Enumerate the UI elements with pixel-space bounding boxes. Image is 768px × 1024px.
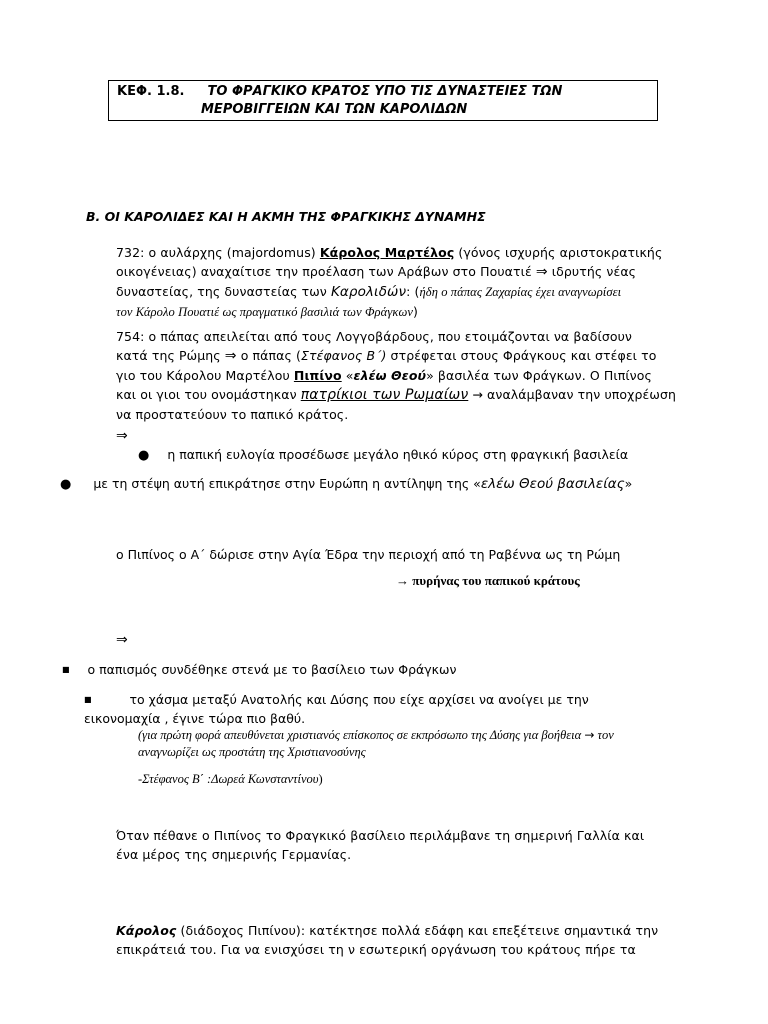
death-line1: Όταν πέθανε ο Πιπίνος το Φραγκικό βασίλειο περιλάμβανε τη σημερινή Γαλλία και [116, 828, 645, 843]
bullet-papacy-text: ο παπισμός συνδέθηκε στενά με το βασίλειο των Φράγκων [87, 662, 457, 677]
p732-line3c: : ( [406, 284, 420, 299]
implies-arrow-icon: ⇒ [116, 428, 128, 444]
p754-line3e: » βασιλέα των Φράγκων. Ο Πιπίνος [426, 368, 652, 383]
bullet-rift [84, 690, 652, 728]
bullet-europe [60, 476, 632, 492]
p732-line3a: δυναστείας, της δυναστείας των [116, 284, 331, 299]
stefanos-b: Στέφανος Β΄) [300, 348, 387, 363]
karolos-martelos: Κάρολος Μαρτέλος [319, 245, 455, 260]
p754-line4c: → αναλάμβαναν την υποχρέωση [468, 387, 676, 402]
p754-line3a: γιο του Κάρολου Μαρτέλου [116, 368, 294, 383]
p754-line2b: ο πάπας ( [236, 348, 301, 363]
bullet-icon: ● [138, 448, 150, 463]
paragraph-karolos [116, 921, 659, 959]
right-arrow-icon: → [584, 728, 595, 742]
note1-line2: αναγνωρίζει ως προστάτη της Χριστιανοσύνης [138, 745, 366, 759]
note-first-time [138, 727, 658, 761]
eleo-theou-vasileias: ελέω Θεού βασιλείας [480, 476, 625, 492]
note1-line1: (για πρώτη φορά απευθύνεται χριστιανός επίσκοπος σε εκπρόσωπο της Δύσης για βοήθεια [138, 728, 585, 742]
implies-arrow-icon: ⇒ [535, 264, 548, 280]
p732-text: 732: ο αυλάρχης (majordomus) [116, 245, 320, 260]
note-stefanos [138, 768, 323, 788]
karolides-term: Καρολιδών [330, 284, 407, 300]
p754-line4a: και οι γιοι του ονομάστηκαν [116, 387, 301, 402]
paragraph-732 [116, 243, 663, 321]
karolos-line1: (διάδοχος Πιπίνου): κατέκτησε πολλά εδάφη και επεξέτεινε σημαντικά την [176, 923, 659, 938]
eleo-theou: ελέω Θεού [353, 368, 427, 383]
square-bullet-icon: ■ [84, 695, 92, 704]
karolos-line2: επικράτειά του. Για να ενισχύσει τη ν εσωτερική οργάνωση του κράτους πήρε τα [116, 942, 636, 957]
karolos-name: Κάρολος [116, 923, 177, 938]
p732-note-1: ήδη ο πάπας Ζαχαρίας έχει αναγνωρίσει [419, 285, 622, 299]
chapter-title-line-2 [201, 102, 467, 117]
paragraph-death-pipinos [116, 826, 656, 864]
bullet-icon: ● [60, 477, 72, 492]
note1-line1-end: τον [594, 728, 614, 742]
pipinos-name: Πιπίνο [293, 368, 342, 383]
chapter-title-line-1 [117, 84, 562, 99]
patrikioi-ton-romaion: πατρίκιοι των Ρωμαίων [300, 387, 469, 403]
implies-arrow-icon: ⇒ [224, 348, 237, 364]
p754-quote-open: « [341, 368, 354, 383]
implies-arrow-icon: ⇒ [116, 632, 128, 648]
p732-text-2: (γόνος ισχυρής αριστοκρατικής [454, 245, 663, 260]
chapter-number: ΚΕΦ. 1.8. [117, 84, 185, 99]
p754-line2d: στρέφεται στους Φράγκους και στέφει το [386, 348, 657, 363]
bullet-europe-text: με τη στέψη αυτή επικράτησε στην Ευρώπη η αντίληψη της « [93, 476, 481, 491]
p732-line2: οικογένειας) αναχαίτισε την προέλαση των Αράβων στο Πουατιέ [116, 264, 536, 279]
death-line2: ένα μέρος της σημερινής Γερμανίας. [116, 847, 352, 862]
note2-end: ) [318, 772, 323, 786]
bullet-rift-line1: το χάσμα μεταξύ Ανατολής και Δύσης που είχε αρχίσει να ανοίγει με την [129, 692, 589, 707]
paragraph-754 [116, 327, 676, 424]
chapter-title-box [108, 80, 658, 121]
p732-note-end: ) [413, 304, 419, 319]
section-heading: Β. ΟΙ ΚΑΡΟΛΙΔΕΣ ΚΑΙ Η ΑΚΜΗ ΤΗΣ ΦΡΑΓΚΙΚΗΣ ΔΥΝΑΜΗΣ [86, 209, 486, 224]
square-bullet-icon: ■ [62, 665, 70, 674]
p754-line5: να προστατεύουν το παπικό κράτος. [116, 407, 349, 422]
bullet-blessing-text: η παπική ευλογία προσέδωσε μεγάλο ηθικό κύρος στη φραγκική βασιλεία [167, 447, 629, 462]
chapter-title-text-2: ΜΕΡΟΒΙΓΓΕΙΩΝ ΚΑΙ ΤΩΝ ΚΑΡΟΛΙΔΩΝ [201, 102, 468, 117]
chapter-title-text-1: ΤΟ ΦΡΑΓΚΙΚΟ ΚΡΑΤΟΣ ΥΠΟ ΤΙΣ ΔΥΝΑΣΤΕΙΕΣ ΤΩΝ [207, 84, 563, 99]
bullet-blessing [138, 447, 628, 463]
p732-note-2: τον Κάρολο Πουατιέ ως πραγματικό βασιλιά των Φράγκων [116, 305, 414, 319]
note2-text: -Στέφανος Β΄ :Δωρεά Κωνσταντίνου [138, 772, 319, 786]
bullet-rift-line2: εικονομαχία , έγινε τώρα πιο βαθύ. [84, 711, 306, 726]
bullet-papacy [62, 662, 457, 677]
p754-line2a: κατά της Ρώμης [116, 348, 225, 363]
p732-line2b: ιδρυτής νέας [547, 264, 637, 279]
bullet-europe-end: » [624, 476, 633, 491]
pipinos-donation: ο Πιπίνος ο Α΄ δώρισε στην Αγία Έδρα την περιοχή από τη Ραβέννα ως τη Ρώμη [116, 547, 621, 562]
p754-line1: 754: ο πάπας απειλείται από τους Λογγοβάρδους, που ετοιμάζονται να βαδίσουν [116, 329, 633, 344]
papal-state-core: → πυρήνας του παπικού κράτους [396, 573, 580, 588]
